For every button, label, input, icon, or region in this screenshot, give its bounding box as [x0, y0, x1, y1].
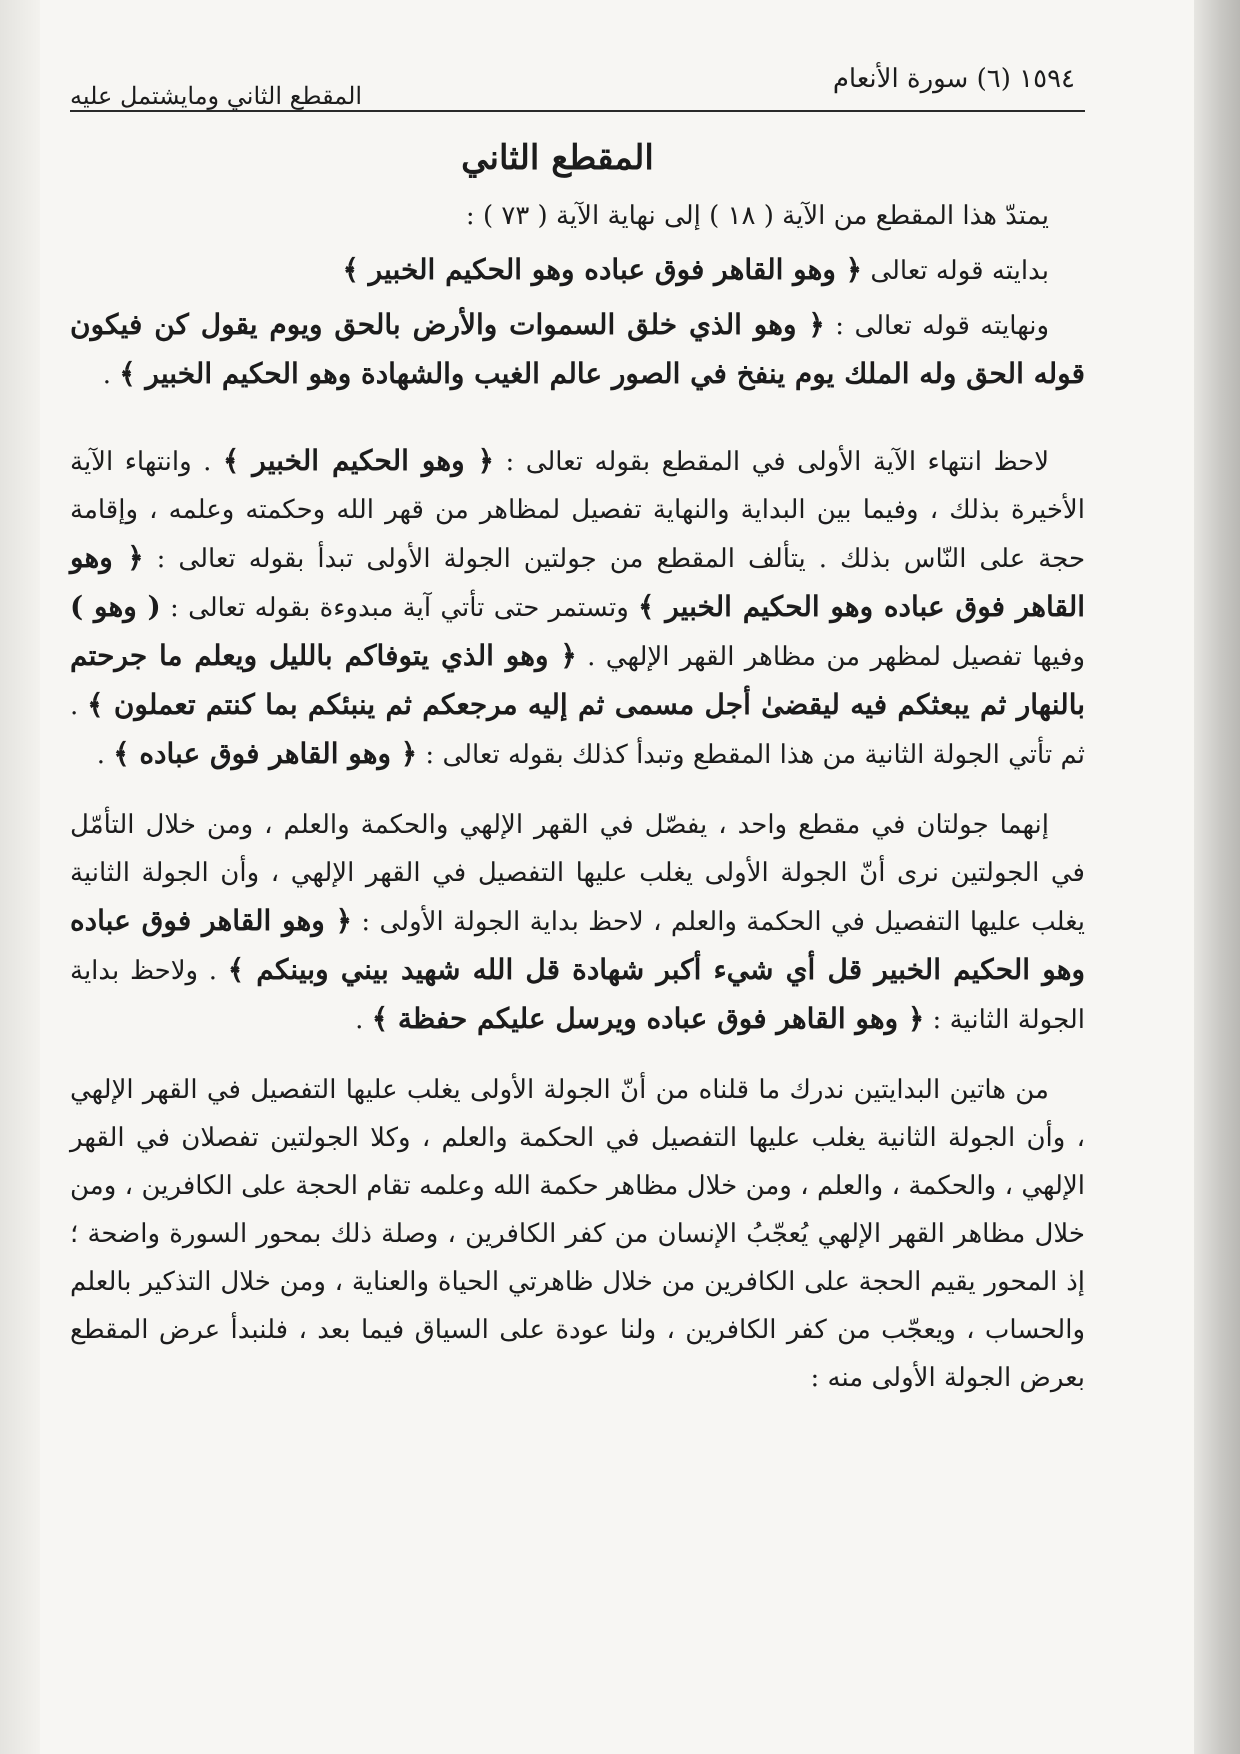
end-verse: ﴿ وهو الذي خلق السموات والأرض بالحق ويوم يقول كن فيكون قوله الحق وله الملك يوم ينفخ في الصور عالم الغيب والشهادة وهو الحكيم الخبير ﴾ — [70, 308, 1085, 390]
p1-verse-5: ﴿ وهو القاهر فوق عباده ﴾ — [113, 737, 418, 770]
p1-text-1: لاحظ انتهاء الآية الأولى في المقطع بقوله تعالى : — [505, 447, 1050, 477]
section-start — [70, 246, 1085, 295]
start-verse: ﴿ وهو القاهر فوق عباده وهو الحكيم الخبير ﴾ — [342, 253, 863, 286]
p1-text-2: . وانتهاء الآية الأخيرة بذلك ، وفيما بين البداية والنهاية تفصيل لمظاهر من قهر الله وحكمته وعلمه ، وإقامة حجة على النّاس بذلك . يتألف المقطع من جولتين الجولة الأولى تبدأ بقوله تعالى : — [70, 447, 1086, 574]
p1-text-5: . ثم تأتي الجولة الثانية من هذا المقطع وتبدأ كذلك بقوله تعالى : — [70, 691, 1085, 770]
paragraph-1 — [70, 437, 1085, 779]
p2-verse-2: ﴿ وهو القاهر فوق عباده ويرسل عليكم حفظة ﴾ — [371, 1002, 925, 1035]
p1-text-6: . — [96, 740, 105, 770]
paragraph-2 — [70, 801, 1085, 1044]
scan-shadow-right — [1194, 0, 1240, 1754]
book-page — [70, 58, 1085, 1718]
page-number-and-surah: ١٥٩٤ (٦) سورة الأنعام — [832, 64, 1075, 94]
p1-text-3: وتستمر حتى تأتي آية مبدوءة بقوله تعالى : — [170, 593, 629, 623]
section-heading: المقطع الثاني — [461, 138, 654, 178]
p2-text-1: إنهما جولتان في مقطع واحد ، يفصّل في القهر الإلهي والحكمة والعلم ، ومن خلال التأمّل في الجولتين نرى أنّ الجولة الأولى يغلب عليها التفصيل في القهر الإلهي ، وأن الجولة الثانية يغلب عليها التفصيل في الحكمة والعلم ، لاحظ بداية الجولة الأولى : — [70, 810, 1085, 937]
p2-text-2: . ولاحظ بداية الجولة الثانية : — [70, 956, 1085, 1035]
p2-verse-1: ﴿ وهو القاهر فوق عباده وهو الحكيم الخبير قل أي شيء أكبر شهادة قل الله شهيد بيني وبينكم ﴾ — [70, 904, 1085, 986]
running-header — [70, 58, 1085, 112]
p1-text-4: وفيها تفصيل لمظهر من مظاهر القهر الإلهي . — [587, 642, 1086, 672]
section-end — [70, 301, 1085, 399]
end-label: ونهايته قوله تعالى : — [835, 311, 1049, 341]
p1-verse-4: ﴿ وهو الذي يتوفاكم بالليل ويعلم ما جرحتم بالنهار ثم يبعثكم فيه ليقضىٰ أجل مسمى ثم إليه مرجعكم ثم ينبئكم بما كنتم تعملون ﴾ — [70, 639, 1086, 721]
p2-text-3: . — [355, 1005, 364, 1035]
p1-verse-3: ( وهو ) — [70, 590, 161, 623]
section-running-title: المقطع الثاني ومايشتمل عليه — [70, 82, 363, 110]
scan-shadow-left — [0, 0, 40, 1754]
p1-verse-2: ﴿ وهو القاهر فوق عباده وهو الحكيم الخبير ﴾ — [70, 541, 1086, 623]
p1-verse-1: ﴿ وهو الحكيم الخبير ﴾ — [222, 444, 494, 477]
end-punct: . — [102, 360, 111, 390]
paragraph-3: من هاتين البدايتين ندرك ما قلناه من أنّ الجولة الأولى يغلب عليها التفصيل في القهر الإلهي ، وأن الجولة الثانية يغلب عليها التفصيل في الحكمة والعلم ، وكلا الجولتين تفصلان في القهر الإلهي ، والحكمة ، والعلم ، ومن خلال مظاهر حكمة الله وعلمه تقام الحجة على الكافرين ، ومن خلال مظاهر القهر الإلهي يُعجّبُ الإنسان من كفر الكافرين ، وصلة ذلك بمحور السورة واضحة ؛ إذ المحور يقيم الحجة على الكافرين من خلال ظاهرتي الحياة والعناية ، ومن خلال التذكير بالعلم والحساب ، ويعجّب من كفر الكافرين ، ولنا عودة على السياق فيما بعد ، فلنبدأ عرض المقطع بعرض الجولة الأولى منه : — [70, 1075, 1086, 1393]
verse-range-line: يمتدّ هذا المقطع من الآية ( ١٨ ) إلى نهاية الآية ( ٧٣ ) : — [465, 201, 1049, 231]
start-label: بدايته قوله تعالى — [870, 256, 1049, 286]
